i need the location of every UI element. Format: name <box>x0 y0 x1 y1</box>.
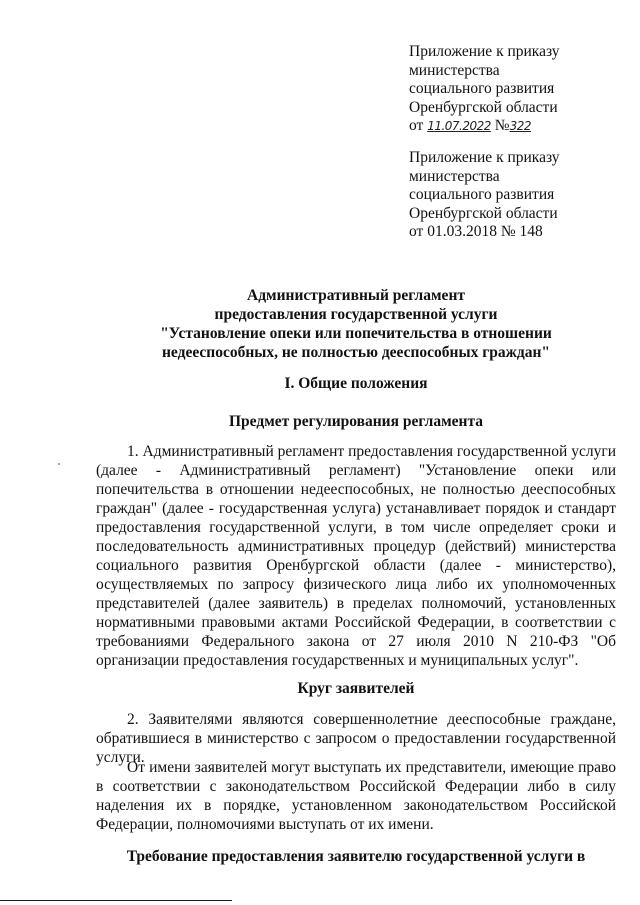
annex-line: социального развития <box>409 80 555 98</box>
annex-block-current-order <box>409 43 609 136</box>
scan-speck <box>58 463 60 465</box>
text-line: последовательность административных процедур (действий) министерства <box>96 538 616 555</box>
annex-from-label: от <box>409 117 424 135</box>
annex-line: социального развития <box>409 186 555 204</box>
paragraph-1 <box>96 442 616 670</box>
text-line: предоставления государственной услуги, в том числе определяет сроки и <box>96 519 616 536</box>
title-line: предоставления государственной услуги <box>214 306 498 323</box>
text-line: (далее - Административный регламент) "Установление опеки или <box>96 462 616 479</box>
text-line: требованиями Федерального закона от 27 июля 2010 N 210-ФЗ "Об <box>96 633 616 650</box>
text-line: нормативными правовыми актами Российской Федерации, в соответствии с <box>96 614 616 631</box>
text-line: От имени заявителей могут выступать их представители, имеющие право <box>127 759 616 776</box>
text-line: наделения их в порядке, установленном законодательством Российской <box>96 797 616 814</box>
footnote-divider <box>0 900 232 901</box>
text-line: осуществляемых по запросу физического лица либо их уполномоченных <box>96 576 616 593</box>
title-line: Административный регламент <box>247 287 465 304</box>
annex-line: от 01.03.2018 № 148 <box>409 223 543 241</box>
text-line: услуги. <box>96 749 145 766</box>
text-line: социального развития Оренбургской области (далее - министерство), <box>96 557 616 574</box>
text-line: в соответствии с законодательством Российской Федерации либо в силу <box>96 778 616 795</box>
text-line: Федерации, полномочиями выступать от их имени. <box>96 816 434 833</box>
subsection-heading: Круг заявителей <box>297 680 415 697</box>
subsection-heading: Требование предоставления заявителю государственной услуги в <box>126 848 586 865</box>
text-line: 2. Заявителями являются совершеннолетние дееспособные граждане, <box>127 711 616 728</box>
annex-line: министерства <box>409 61 500 79</box>
text-line: граждан" (далее - государственная услуга) устанавливает порядок и стандарт <box>96 500 616 517</box>
subsection-heading: Предмет регулирования регламента <box>229 413 483 430</box>
handwritten-date: 11.07.2022 <box>427 119 491 134</box>
annex-line: министерства <box>409 167 500 185</box>
text-line: организации предоставления государственных и муниципальных услуг". <box>96 652 579 669</box>
annex-block-original-order <box>409 149 609 242</box>
annex-line: Оренбургской области <box>409 98 558 116</box>
handwritten-number: 322 <box>509 119 531 134</box>
title-line: "Установление опеки или попечительства в отношении <box>160 325 552 342</box>
annex-line: Приложение к приказу <box>409 149 560 166</box>
text-line: попечительства в отношении недееспособных, не полностью дееспособных <box>96 481 616 498</box>
document-title <box>96 286 616 362</box>
title-line: недееспособных, не полностью дееспособных граждан" <box>162 344 550 361</box>
section-heading: I. Общие положения <box>284 375 428 392</box>
text-line: представителей (далее заявитель) в пределах полномочий, установленных <box>96 595 616 612</box>
annex-number-label: № <box>494 117 510 135</box>
annex-line: Приложение к приказу <box>409 43 560 60</box>
text-line: 1. Административный регламент предоставления государственной услуги <box>127 443 616 460</box>
annex-date-line <box>409 117 609 136</box>
paragraph-3 <box>96 758 616 834</box>
annex-line: Оренбургской области <box>409 204 558 222</box>
text-line: обратившиеся в министерство с запросом о предоставлении государственной <box>96 730 616 747</box>
